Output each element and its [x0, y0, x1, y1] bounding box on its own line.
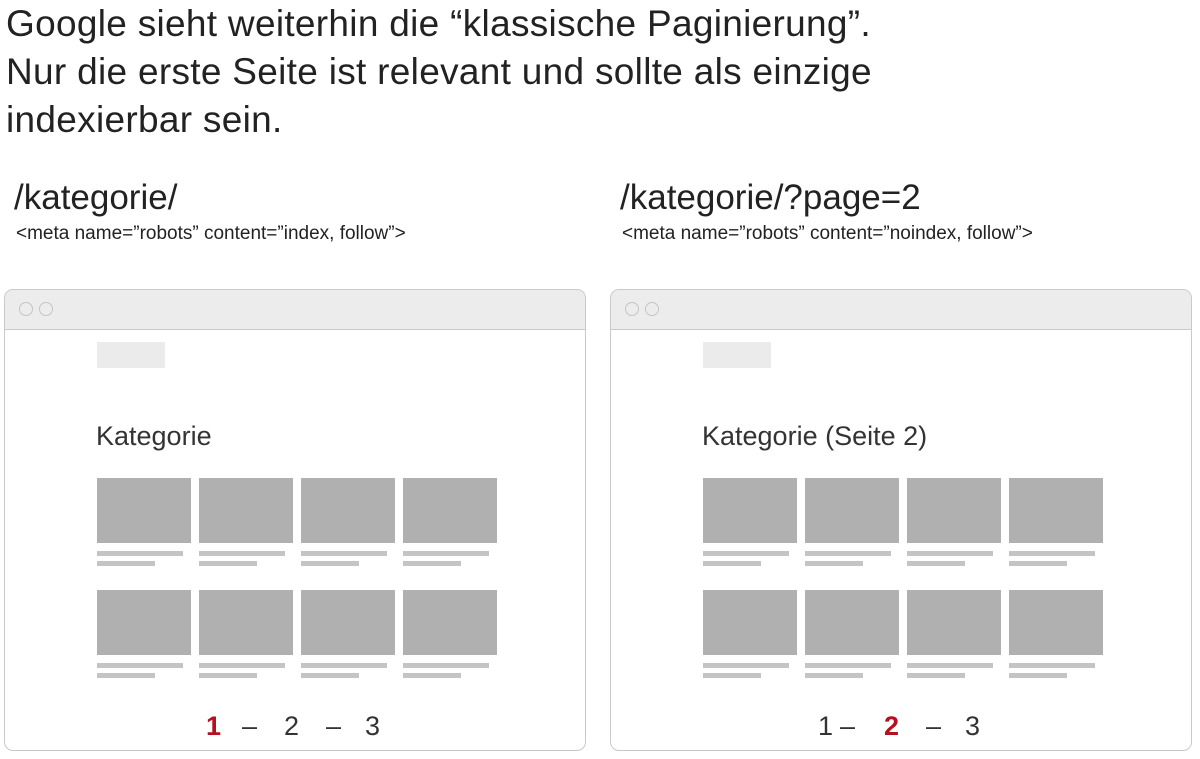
image-placeholder — [97, 590, 191, 655]
text-placeholder — [805, 673, 863, 678]
image-placeholder — [97, 478, 191, 543]
headline-line-3: indexierbar sein. — [6, 99, 283, 140]
right-browser-mockup — [610, 289, 1192, 751]
text-placeholder — [301, 561, 359, 566]
right-page-heading: Kategorie (Seite 2) — [702, 421, 928, 451]
text-placeholder — [301, 551, 387, 556]
headline-line-1: Google sieht weiterhin die “klassische Paginierung”. — [6, 3, 871, 44]
text-placeholder — [403, 561, 461, 566]
image-placeholder — [703, 478, 797, 543]
text-placeholder — [805, 551, 891, 556]
text-placeholder — [703, 561, 761, 566]
text-placeholder — [403, 551, 489, 556]
image-placeholder — [301, 478, 395, 543]
pagination-separator: – — [840, 711, 856, 741]
text-placeholder — [1009, 561, 1067, 566]
text-placeholder — [199, 673, 257, 678]
product-tile — [805, 590, 899, 678]
logo-placeholder — [97, 342, 165, 368]
headline-line-2: Nur die erste Seite ist relevant und sollte als einzige — [6, 51, 872, 92]
pagination-separator: – — [926, 711, 942, 741]
image-placeholder — [403, 590, 497, 655]
browser-titlebar — [5, 290, 585, 330]
right-meta-robots: <meta name=”robots” content=”noindex, follow”> — [622, 223, 1033, 244]
text-placeholder — [97, 673, 155, 678]
image-placeholder — [703, 590, 797, 655]
text-placeholder — [703, 673, 761, 678]
product-tile — [907, 478, 1001, 566]
text-placeholder — [403, 663, 489, 668]
left-browser-mockup — [4, 289, 586, 751]
text-placeholder — [199, 663, 285, 668]
image-placeholder — [1009, 478, 1103, 543]
text-placeholder — [703, 551, 789, 556]
pagination-page-2[interactable]: 2 — [884, 711, 900, 741]
product-tile — [199, 478, 293, 566]
text-placeholder — [199, 551, 285, 556]
product-tile — [1009, 478, 1103, 566]
text-placeholder — [301, 673, 359, 678]
pagination-separator: – — [326, 711, 342, 741]
pagination-separator: – — [242, 711, 258, 741]
left-pagination — [5, 708, 586, 744]
pagination-page-1[interactable]: 1 — [206, 711, 222, 741]
image-placeholder — [1009, 590, 1103, 655]
window-dot-icon — [19, 302, 33, 316]
text-placeholder — [97, 663, 183, 668]
browser-titlebar — [611, 290, 1191, 330]
right-url: /kategorie/?page=2 — [620, 178, 921, 217]
image-placeholder — [907, 590, 1001, 655]
text-placeholder — [805, 663, 891, 668]
text-placeholder — [907, 663, 993, 668]
pagination-page-1[interactable]: 1 — [818, 711, 834, 741]
text-placeholder — [301, 663, 387, 668]
text-placeholder — [805, 561, 863, 566]
image-placeholder — [199, 478, 293, 543]
product-tile — [907, 590, 1001, 678]
image-placeholder — [907, 478, 1001, 543]
text-placeholder — [1009, 551, 1095, 556]
product-tile — [301, 478, 395, 566]
product-tile — [403, 590, 497, 678]
image-placeholder — [199, 590, 293, 655]
text-placeholder — [907, 561, 965, 566]
window-dot-icon — [39, 302, 53, 316]
text-placeholder — [907, 551, 993, 556]
text-placeholder — [1009, 663, 1095, 668]
text-placeholder — [1009, 673, 1067, 678]
product-tile — [1009, 590, 1103, 678]
product-tile — [403, 478, 497, 566]
logo-placeholder — [703, 342, 771, 368]
left-meta-robots: <meta name=”robots” content=”index, follow”> — [16, 223, 406, 244]
product-tile — [301, 590, 395, 678]
product-tile — [703, 478, 797, 566]
pagination-page-3[interactable]: 3 — [365, 711, 381, 741]
text-placeholder — [403, 673, 461, 678]
text-placeholder — [199, 561, 257, 566]
image-placeholder — [403, 478, 497, 543]
left-url: /kategorie/ — [14, 178, 178, 217]
image-placeholder — [805, 590, 899, 655]
product-tile — [97, 590, 191, 678]
text-placeholder — [97, 561, 155, 566]
image-placeholder — [301, 590, 395, 655]
right-panel — [606, 0, 1200, 759]
pagination-page-2[interactable]: 2 — [284, 711, 300, 741]
image-placeholder — [805, 478, 899, 543]
text-placeholder — [907, 673, 965, 678]
pagination-page-3[interactable]: 3 — [965, 711, 981, 741]
product-tile — [805, 478, 899, 566]
product-tile — [199, 590, 293, 678]
window-dot-icon — [645, 302, 659, 316]
window-dot-icon — [625, 302, 639, 316]
product-tile — [703, 590, 797, 678]
right-pagination — [611, 708, 1192, 744]
product-tile — [97, 478, 191, 566]
left-page-heading: Kategorie — [96, 421, 212, 451]
text-placeholder — [703, 663, 789, 668]
text-placeholder — [97, 551, 183, 556]
